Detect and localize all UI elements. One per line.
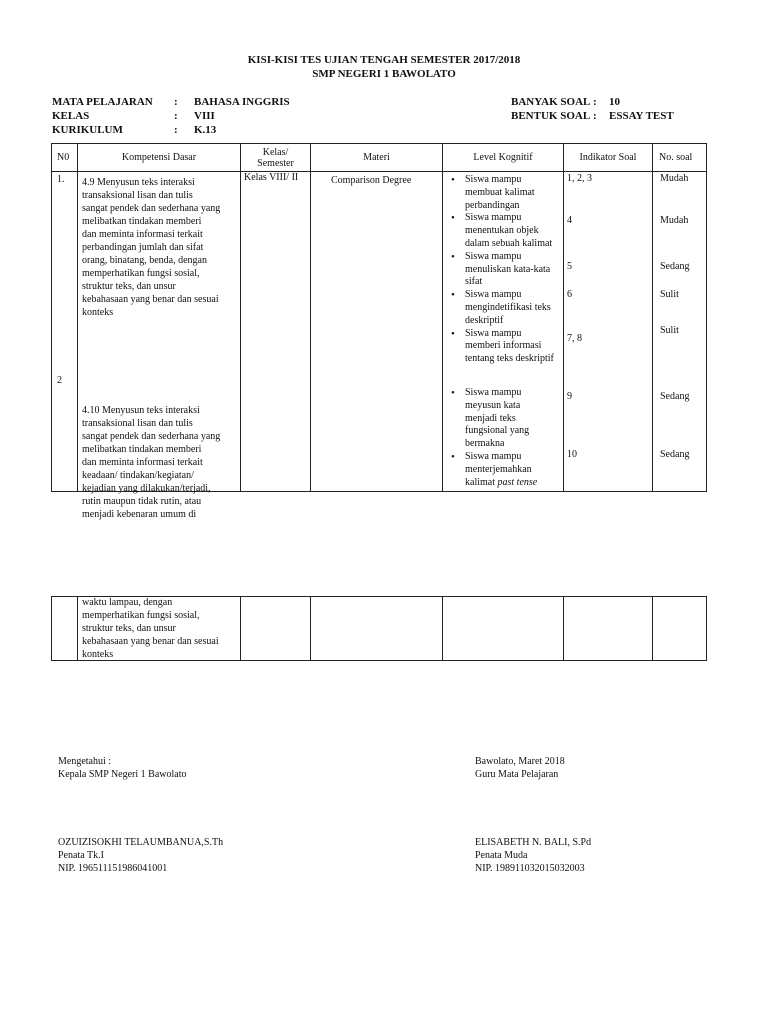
sig-right-nip: NIP. 198911032015032003 xyxy=(475,863,585,874)
kd-line: 4.10 Menyusun teks interaksi xyxy=(82,405,200,416)
no-soal-value: Sulit xyxy=(660,289,679,300)
cell-no-soal xyxy=(653,172,707,492)
kd-line: sangat pendek dan sederhana yang xyxy=(82,431,221,442)
indikator-value: 7, 8 xyxy=(567,333,582,344)
list-item: • Siswa mampu membuat kalimat perbandingan xyxy=(465,174,564,212)
cell-indikator xyxy=(564,172,653,492)
header-kelas-semester xyxy=(241,144,311,172)
no-soal-value: Sedang xyxy=(660,449,690,460)
cell-kompetensi-dasar xyxy=(78,172,241,520)
list-item: • Siswa mampu memberi informasi tentang teks deskriptif xyxy=(465,328,564,366)
table-row xyxy=(52,172,707,492)
header-no-soal: No. soal xyxy=(653,144,707,172)
sig-left-name: OZUIZISOKHI TELAUMBANUA,S.Th xyxy=(58,837,224,848)
header-no: N0 xyxy=(52,144,78,172)
info-sep: : xyxy=(174,96,178,108)
sig-left-nip: NIP. 196511151986041001 xyxy=(58,863,168,874)
sig-left-rank: Penata Tk.I xyxy=(58,850,104,861)
no-soal-value: Sedang xyxy=(660,391,690,402)
info-sep: : xyxy=(593,110,597,122)
kd-line: kejadian yang dilakukan/terjadi, xyxy=(82,483,211,494)
info-label-test-type: BENTUK SOAL xyxy=(511,110,591,122)
header-level-kognitif: Level Kognitif xyxy=(443,144,564,172)
kd-line: struktur teks, dan unsur xyxy=(82,623,176,634)
header-indikator-soal: Indikator Soal xyxy=(564,144,653,172)
continuation-table xyxy=(51,596,707,661)
materi-value: Comparison Degree xyxy=(331,175,412,186)
kd-line: transaksional lisan dan tulis xyxy=(82,190,193,201)
sig-right-line1: Bawolato, Maret 2018 xyxy=(475,756,565,767)
info-sep: : xyxy=(593,96,597,108)
info-value-curriculum: K.13 xyxy=(194,124,217,136)
cell-kd-continuation xyxy=(78,597,241,661)
kd-line: sangat pendek dan sederhana yang xyxy=(82,203,221,214)
sig-right-name: ELISABETH N. BALI, S.Pd xyxy=(475,837,592,848)
sig-left-line1: Mengetahui : xyxy=(58,756,112,767)
kd-line: perbandingan jumlah dan sifat xyxy=(82,242,204,253)
kd-line: struktur teks, dan unsur xyxy=(82,281,176,292)
kelas-value: Kelas VIII/ II xyxy=(244,172,299,183)
kd-line: kebahasaan yang benar dan sesuai xyxy=(82,636,219,647)
kd-text-2 xyxy=(82,404,220,521)
kd-line: 4.9 Menyusun teks interaksi xyxy=(82,177,195,188)
cell-no xyxy=(52,172,78,492)
row-number-1: 1. xyxy=(57,174,65,185)
kd-line: memperhatikan fungsi sosial, xyxy=(82,610,200,621)
kd-line: dan meminta informasi terkait xyxy=(82,457,203,468)
kd-line: melibatkan tindakan memberi xyxy=(82,444,202,455)
cell-level-kognitif xyxy=(443,172,564,492)
level-list-2 xyxy=(443,387,564,489)
info-value-question-count: 10 xyxy=(609,96,620,108)
indikator-value: 6 xyxy=(567,289,572,300)
info-value-test-type: ESSAY TEST xyxy=(609,110,674,122)
info-label-curriculum: KURIKULUM xyxy=(52,124,123,136)
level-group-2 xyxy=(443,387,564,489)
info-label-question-count: BANYAK SOAL xyxy=(511,96,591,108)
kd-line: konteks xyxy=(82,307,114,318)
kd-continuation-text xyxy=(82,596,219,661)
header-kelas: Kelas/ xyxy=(262,146,289,158)
info-value-class: VIII xyxy=(194,110,215,122)
kd-line: rutin maupun tidak rutin, atau xyxy=(82,496,202,507)
table-header-row xyxy=(52,144,707,172)
kd-line: keadaan/ tindakan/kegiatan/ xyxy=(82,470,194,481)
no-soal-value: Mudah xyxy=(660,215,689,226)
kd-text-1 xyxy=(82,176,220,319)
signature-left xyxy=(58,755,223,875)
header-semester: Semester xyxy=(257,157,294,169)
info-sep: : xyxy=(174,124,178,136)
level-list-1 xyxy=(443,174,564,366)
info-value-subject: BAHASA INGGRIS xyxy=(194,96,290,108)
sig-right-line2: Guru Mata Pelajaran xyxy=(475,769,559,780)
school-name: SMP NEGERI 1 BAWOLATO xyxy=(312,68,456,80)
info-label-class: KELAS xyxy=(52,110,90,122)
row-number-2: 2 xyxy=(57,375,62,386)
header-materi: Materi xyxy=(311,144,443,172)
kd-line: waktu lampau, dengan xyxy=(82,597,173,608)
list-item: • Siswa mampu mengindetifikasi teks deskriptif xyxy=(465,289,564,327)
kd-line: dan meminta informasi terkait xyxy=(82,229,203,240)
doc-title: KISI-KISI TES UJIAN TENGAH SEMESTER 2017/2018 xyxy=(247,54,521,66)
indikator-value: 4 xyxy=(567,215,572,226)
header-kompetensi-dasar: Kompetensi Dasar xyxy=(78,144,241,172)
grid-table xyxy=(51,143,707,520)
kd-line: menjadi kebenaran umum di xyxy=(82,509,197,520)
kd-line: memperhatikan fungsi sosial, xyxy=(82,268,200,279)
kd-line: konteks xyxy=(82,649,114,660)
indikator-value: 9 xyxy=(567,391,572,402)
indikator-value: 5 xyxy=(567,261,572,272)
sig-left-line2: Kepala SMP Negeri 1 Bawolato xyxy=(58,769,187,780)
no-soal-value: Mudah xyxy=(660,173,689,184)
sig-right-rank: Penata Muda xyxy=(475,850,528,861)
cell-materi xyxy=(311,172,443,492)
no-soal-value: Sedang xyxy=(660,261,690,272)
no-soal-value: Sulit xyxy=(660,325,679,336)
table-row xyxy=(52,597,707,661)
signature-right xyxy=(475,755,591,875)
list-item: • Siswa mampu meyusun kata menjadi teks fungsional yang bermakna xyxy=(465,387,564,451)
indikator-value: 1, 2, 3 xyxy=(567,173,592,184)
list-item: • Siswa mampu menuliskan kata-kata sifat xyxy=(465,251,564,289)
info-label-subject: MATA PELAJARAN xyxy=(52,96,153,108)
list-item: • Siswa mampu menterjemahkan kalimat past tense xyxy=(465,451,564,489)
kd-line: kebahasaan yang benar dan sesuai xyxy=(82,294,219,305)
list-item: • Siswa mampu menentukan objek dalam sebuah kalimat xyxy=(465,212,564,250)
indikator-value: 10 xyxy=(567,449,577,460)
cell-kelas xyxy=(241,172,311,492)
kd-line: orang, binatang, benda, dengan xyxy=(82,255,207,266)
kd-line: melibatkan tindakan memberi xyxy=(82,216,202,227)
kd-line: transaksional lisan dan tulis xyxy=(82,418,193,429)
info-sep: : xyxy=(174,110,178,122)
level-group-1 xyxy=(443,174,564,366)
